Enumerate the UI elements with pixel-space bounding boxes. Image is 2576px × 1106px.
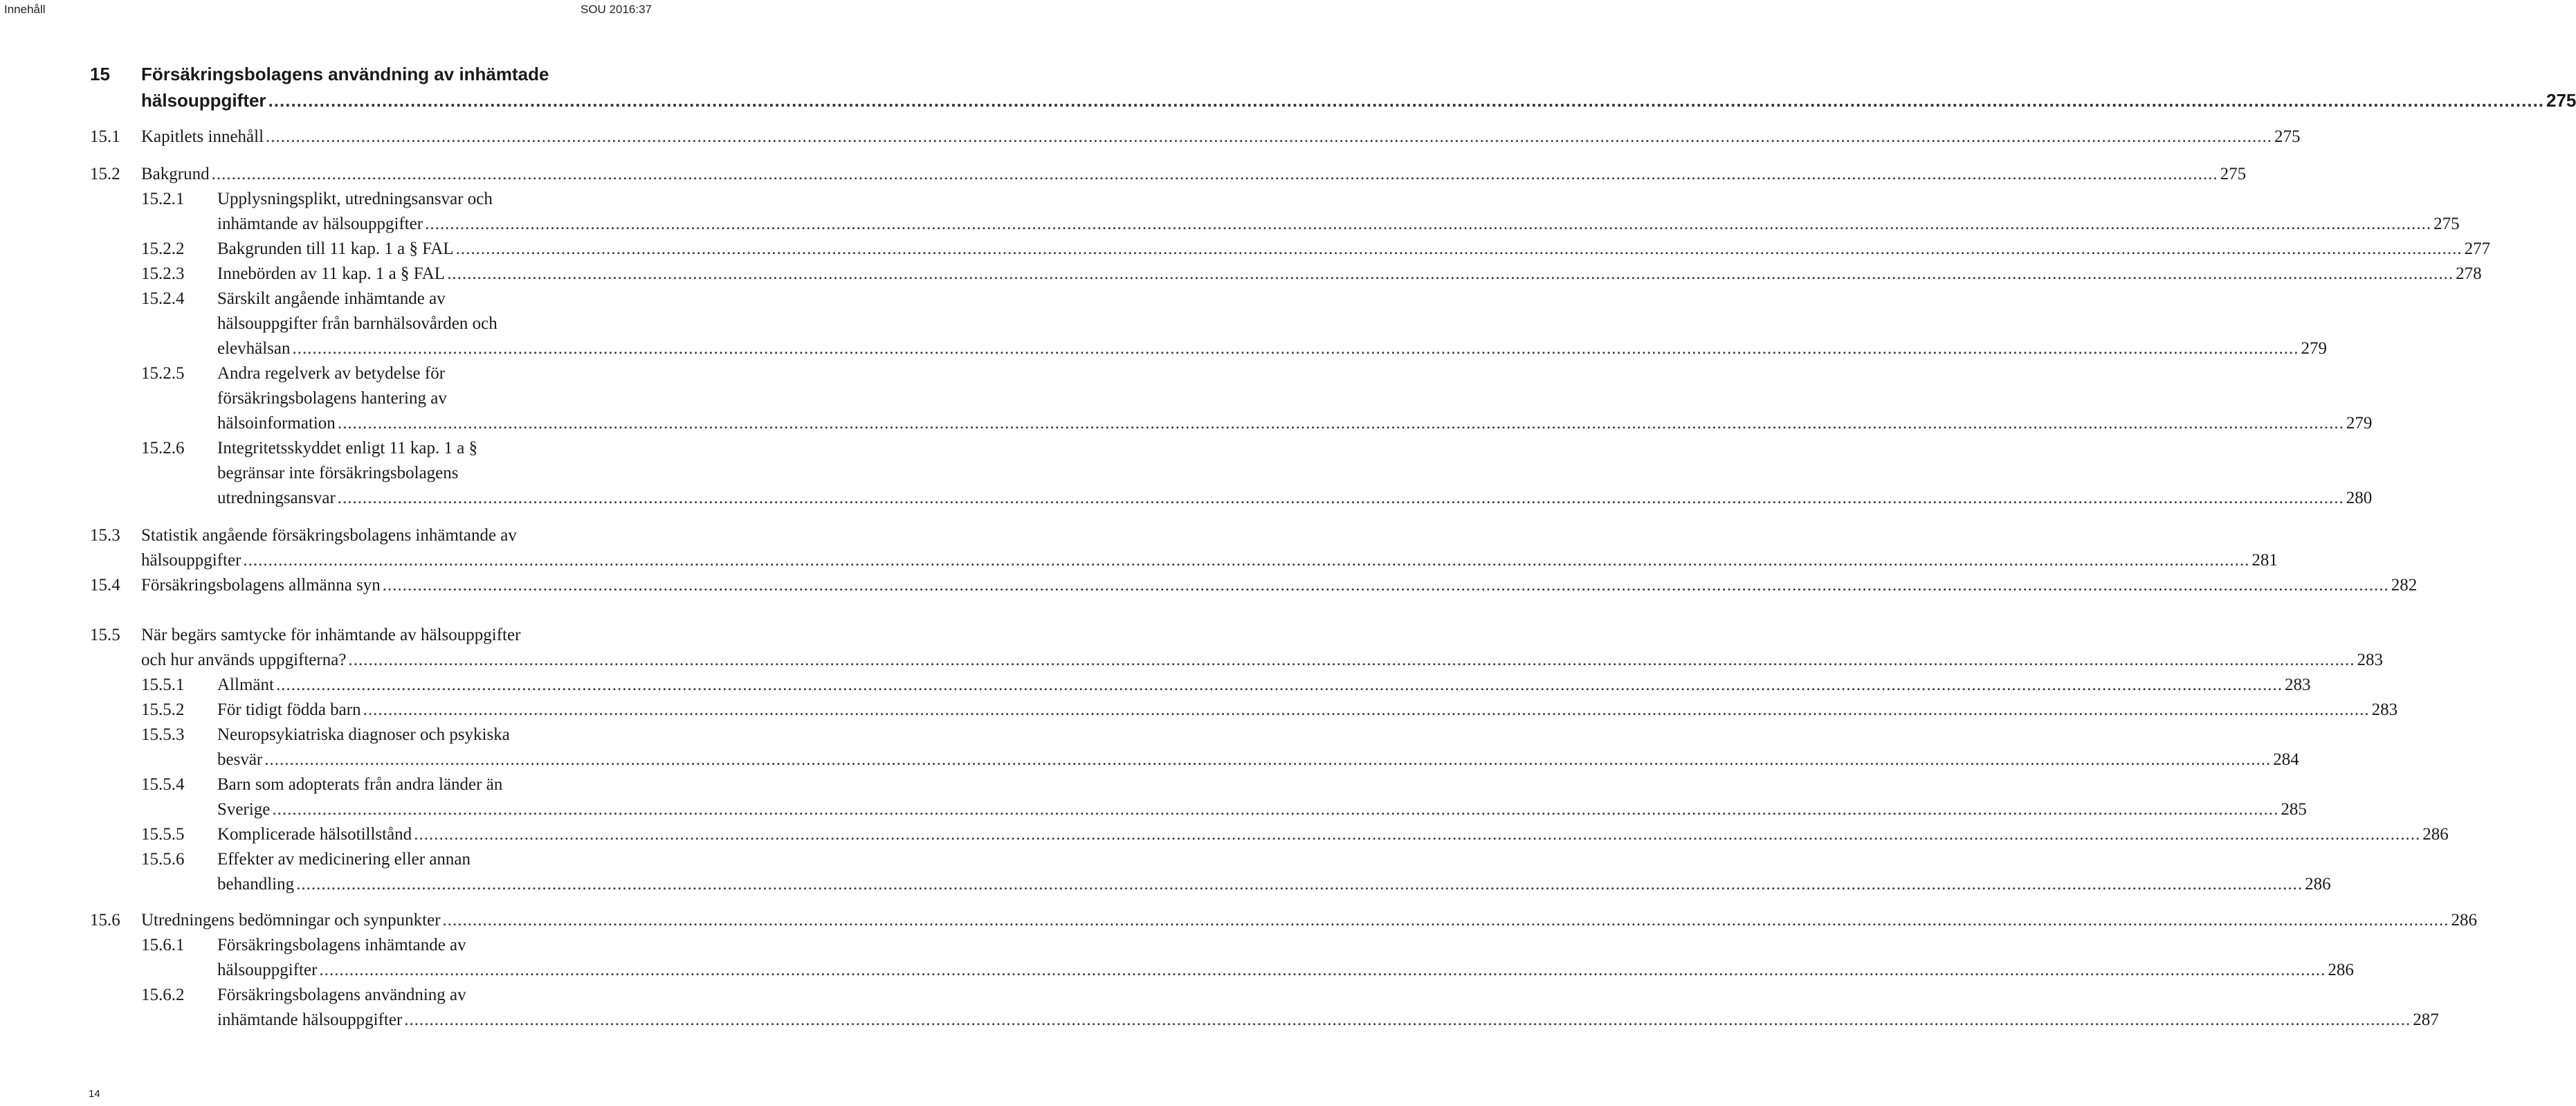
- toc-entry-title: [217, 772, 2307, 822]
- toc-entry-title: [141, 623, 2383, 673]
- toc-entry-number: 15: [90, 64, 110, 84]
- toc-entry-title: [217, 723, 2299, 772]
- toc-entry-title-line: begränsar inte försäkringsbolagens: [217, 464, 459, 482]
- dot-leader: ................................................................................................................................................................................................................................................................................................................................................................................................................: [292, 339, 2299, 358]
- toc-entry-title-line: Försäkringsbolagens användning av inhämtade: [141, 64, 549, 84]
- toc-entry-page-number: 282: [2391, 576, 2418, 595]
- toc-entry-title-line: Effekter av medicinering eller annan: [217, 850, 471, 869]
- toc-entry-title-line: Utredningens bedömningar och synpunkter: [141, 911, 441, 930]
- toc-entry-number: 15.5.6: [141, 850, 185, 869]
- toc-entry-page-number: 286: [2305, 875, 2331, 894]
- toc-entry-title: [141, 125, 2301, 149]
- toc-entry-title-line: Neuropsykiatriska diagnoser och psykiska: [217, 725, 510, 744]
- toc-entry-title: [217, 822, 2449, 847]
- toc-entry-title-line: Försäkringsbolagens inhämtande av: [217, 936, 466, 954]
- toc-entry-number: 15.5.2: [141, 700, 185, 719]
- toc-entry-title-line: Integritetsskyddet enligt 11 kap. 1 a §: [217, 439, 478, 457]
- toc-entry-page-number: 287: [2413, 1010, 2439, 1029]
- toc-entry-title: [217, 262, 2482, 287]
- toc-entry-number: 15.4: [90, 576, 120, 595]
- dot-leader: ................................................................................................................................................................................................................................................................................................................................................................................................................: [319, 961, 2326, 979]
- dot-leader: ................................................................................................................................................................................................................................................................................................................................................................................................................: [382, 576, 2389, 595]
- toc-entry-title-line: hälsouppgifter från barnhälsovården och: [217, 314, 497, 333]
- toc-entry-page-number: 277: [2464, 239, 2491, 258]
- toc-entry-title-line: Kapitlets innehåll: [141, 127, 264, 146]
- toc-entry-title-line: hälsouppgifter: [141, 551, 241, 570]
- toc-entry-title: [217, 237, 2491, 262]
- toc-entry-number: 15.1: [90, 127, 120, 146]
- toc-entry-title: [217, 983, 2439, 1033]
- toc-entry-number: 15.2.6: [141, 439, 185, 457]
- dot-leader: ................................................................................................................................................................................................................................................................................................................................................................................................................: [414, 825, 2421, 844]
- dot-leader: ................................................................................................................................................................................................................................................................................................................................................................................................................: [211, 165, 2218, 183]
- toc-entry-number: 15.5.4: [141, 775, 185, 794]
- dot-leader: ................................................................................................................................................................................................................................................................................................................................................................................................................: [363, 700, 2370, 719]
- toc-entry-title-line: Komplicerade hälsotillstånd: [217, 825, 412, 844]
- toc-entry-title-line: Andra regelverk av betydelse för: [217, 364, 446, 383]
- dot-leader: ................................................................................................................................................................................................................................................................................................................................................................................................................: [275, 676, 2283, 694]
- dot-leader: ................................................................................................................................................................................................................................................................................................................................................................................................................: [455, 239, 2463, 258]
- toc-entry-page-number: 285: [2281, 800, 2307, 819]
- toc-entry-title: [217, 361, 2373, 436]
- toc-entry-page-number: 275: [2433, 215, 2460, 233]
- toc-entry-title-line: Sverige: [217, 800, 271, 819]
- toc-entry-title-line: hälsouppgifter: [141, 90, 266, 111]
- toc-entry-title: [217, 436, 2373, 511]
- dot-leader: ................................................................................................................................................................................................................................................................................................................................................................................................................: [264, 750, 2272, 769]
- toc-entry-title-line: Statistik angående försäkringsbolagens inhämtande av: [141, 526, 517, 545]
- toc-entry-page-number: 283: [2371, 700, 2398, 719]
- dot-leader: ................................................................................................................................................................................................................................................................................................................................................................................................................: [296, 875, 2303, 894]
- dot-leader: ................................................................................................................................................................................................................................................................................................................................................................................................................: [425, 215, 2432, 233]
- dot-leader: ................................................................................................................................................................................................................................................................................................................................................................................................................: [243, 551, 2250, 570]
- toc-entry-number: 15.2.5: [141, 364, 185, 383]
- dot-leader: ................................................................................................................................................................................................................................................................................................................................................................................................................: [266, 127, 2273, 146]
- toc-entry-number: 15.2.3: [141, 264, 185, 283]
- toc-entry-page-number: 280: [2346, 489, 2373, 507]
- toc-entry-page-number: 283: [2284, 676, 2311, 694]
- toc-entry-title: [141, 523, 2278, 573]
- page-number: 14: [89, 1088, 100, 1100]
- dot-leader: ................................................................................................................................................................................................................................................................................................................................................................................................................: [268, 90, 2545, 111]
- toc-entry-title: [217, 673, 2311, 698]
- toc-entry-title-line: För tidigt födda barn: [217, 700, 361, 719]
- toc-entry-title-line: Försäkringsbolagens användning av: [217, 986, 466, 1004]
- toc-entry-page-number: 284: [2273, 750, 2299, 769]
- toc-entry-number: 15.2.4: [141, 289, 185, 308]
- running-header-document-id: SOU 2016:37: [580, 3, 652, 16]
- toc-entry-title: [141, 162, 2247, 187]
- dot-leader: ................................................................................................................................................................................................................................................................................................................................................................................................................: [337, 489, 2344, 507]
- toc-entry-number: 15.2.1: [141, 190, 185, 208]
- toc-entry-title-line: elevhälsan: [217, 339, 291, 358]
- toc-entry-page-number: 279: [2346, 414, 2373, 433]
- toc-entry-number: 15.3: [90, 526, 120, 545]
- toc-entry-title: [217, 847, 2331, 897]
- toc-entry-title: [217, 698, 2398, 723]
- running-header-section: Innehåll: [4, 3, 46, 16]
- toc-entry-page-number: 283: [2357, 651, 2383, 669]
- toc-entry-title: [141, 908, 2478, 933]
- toc-entry-title-line: inhämtande av hälsouppgifter: [217, 215, 423, 233]
- toc-entry-title-line: behandling: [217, 875, 295, 894]
- dot-leader: ................................................................................................................................................................................................................................................................................................................................................................................................................: [272, 800, 2279, 819]
- toc-entry-title: [141, 573, 2418, 598]
- toc-entry-title-line: Särskilt angående inhämtande av: [217, 289, 446, 308]
- toc-entry-title-line: Försäkringsbolagens allmänna syn: [141, 576, 381, 595]
- toc-entry-title-line: Upplysningsplikt, utredningsansvar och: [217, 190, 493, 208]
- toc-entry-page-number: 286: [2328, 961, 2354, 979]
- toc-entry-title-line: besvär: [217, 750, 263, 769]
- toc-entry-title-line: utredningsansvar: [217, 489, 336, 507]
- toc-entry-title-line: Bakgrunden till 11 kap. 1 a § FAL: [217, 239, 454, 258]
- toc-entry-title-line: hälsoinformation: [217, 414, 336, 433]
- dot-leader: ................................................................................................................................................................................................................................................................................................................................................................................................................: [337, 414, 2344, 433]
- dot-leader: ................................................................................................................................................................................................................................................................................................................................................................................................................: [404, 1010, 2411, 1029]
- toc-entry-page-number: 286: [2451, 911, 2478, 930]
- toc-entry-number: 15.5.3: [141, 725, 185, 744]
- toc-entry-page-number: 279: [2301, 339, 2328, 358]
- toc-entry-title-line: Bakgrund: [141, 165, 210, 183]
- toc-entry-title-line: När begärs samtycke för inhämtande av hälsouppgifter: [141, 626, 521, 644]
- toc-entry-title-line: hälsouppgifter: [217, 961, 318, 979]
- toc-entry-number: 15.5: [90, 626, 120, 644]
- toc-entry-page-number: 275: [2546, 90, 2576, 111]
- toc-entry-title-line: Allmänt: [217, 676, 274, 694]
- dot-leader: ................................................................................................................................................................................................................................................................................................................................................................................................................: [442, 911, 2449, 930]
- toc-entry-page-number: 275: [2220, 165, 2247, 183]
- toc-entry-number: 15.6.2: [141, 986, 185, 1004]
- dot-leader: ................................................................................................................................................................................................................................................................................................................................................................................................................: [447, 264, 2454, 283]
- toc-entry-title-line: och hur används uppgifterna?: [141, 651, 347, 669]
- toc-entry-page-number: 286: [2422, 825, 2449, 844]
- toc-entry-number: 15.5.5: [141, 825, 185, 844]
- toc-entry-title-line: försäkringsbolagens hantering av: [217, 389, 447, 408]
- toc-entry-number: 15.6: [90, 911, 120, 930]
- dot-leader: ................................................................................................................................................................................................................................................................................................................................................................................................................: [348, 651, 2355, 669]
- toc-entry-page-number: 275: [2274, 127, 2301, 146]
- toc-entry-title: [217, 187, 2460, 237]
- toc-entry-page-number: 281: [2251, 551, 2278, 570]
- toc-entry-title-line: inhämtande hälsouppgifter: [217, 1010, 403, 1029]
- toc-entry-title: [217, 933, 2354, 983]
- toc-entry-title: [141, 61, 2576, 114]
- toc-entry-number: 15.6.1: [141, 936, 185, 954]
- toc-entry-title: [217, 287, 2328, 361]
- toc-entry-number: 15.2: [90, 165, 120, 183]
- toc-entry-title-line: Innebörden av 11 kap. 1 a § FAL: [217, 264, 446, 283]
- toc-entry-title-line: Barn som adopterats från andra länder än: [217, 775, 503, 794]
- toc-entry-number: 15.5.1: [141, 676, 185, 694]
- toc-entry-page-number: 278: [2456, 264, 2482, 283]
- toc-entry-number: 15.2.2: [141, 239, 185, 258]
